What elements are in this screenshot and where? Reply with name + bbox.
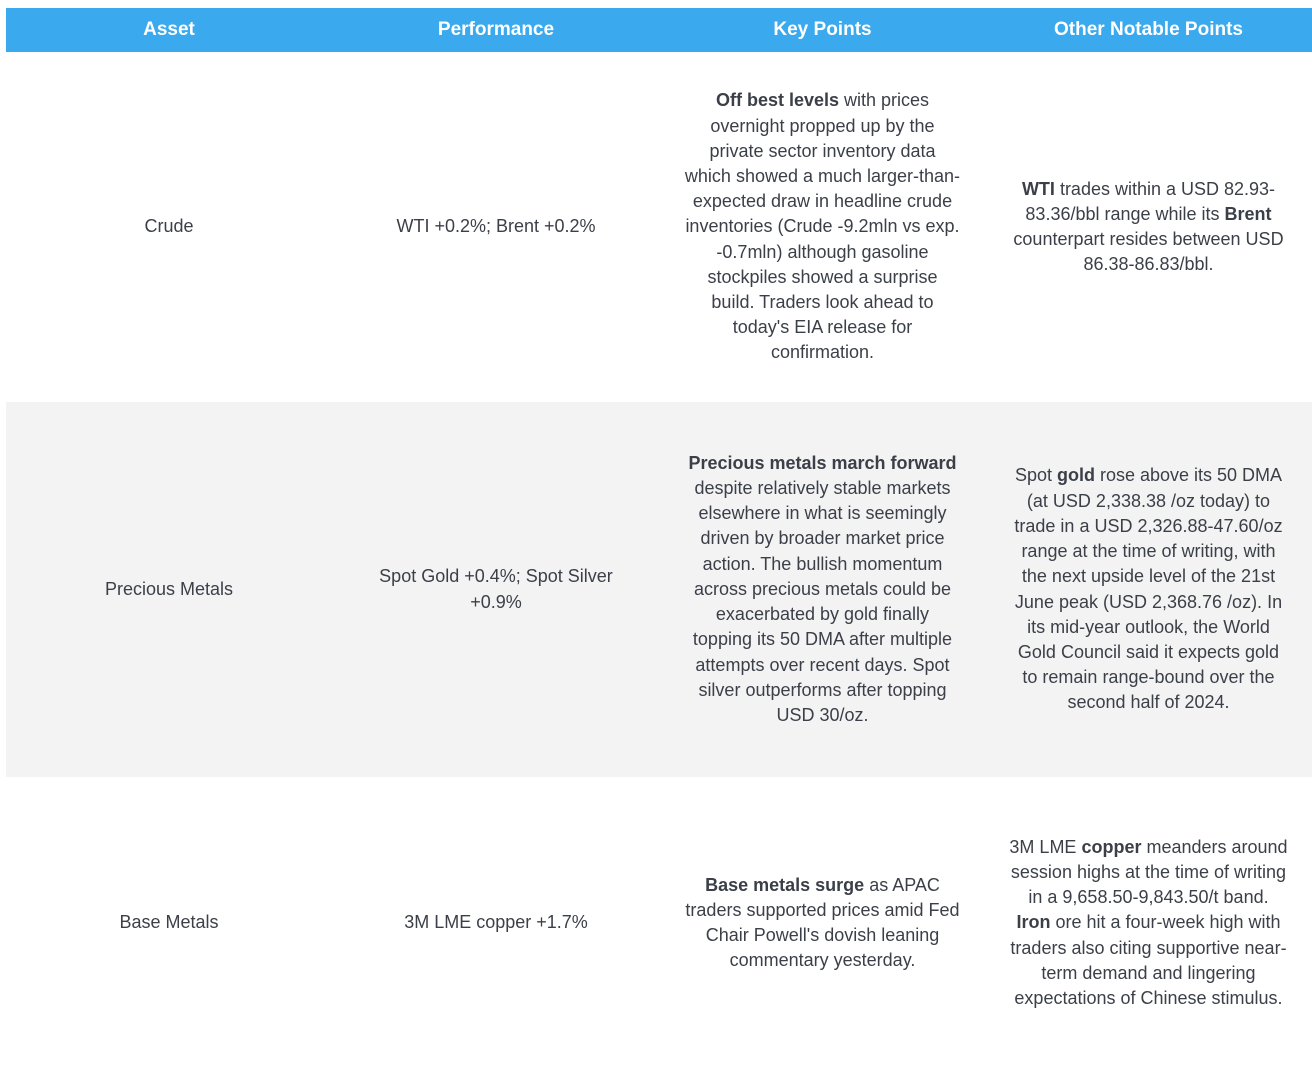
key-points-body: despite relatively stable markets elsewhere in what is seemingly driven by broader market price action. The bullish momentum across precious metals could be exacerbated by gold finally topping its 50 DMA after multiple attempts over recent days. Spot silver outperforms after topping USD 30/oz. — [692, 478, 953, 725]
other-points-highlight: copper — [1081, 836, 1142, 857]
cell-performance — [332, 52, 660, 402]
asset-label: Base Metals — [119, 912, 219, 933]
cell-performance — [332, 777, 660, 1069]
key-points-text — [684, 451, 961, 728]
key-points-text — [684, 88, 961, 365]
cell-key-points — [660, 52, 985, 402]
other-points-body: trades within a USD 82.93-83.36/bbl range while its — [1025, 178, 1276, 224]
other-points-highlight: gold — [1056, 465, 1095, 486]
key-points-body: as APAC traders supported prices amid Fed Chair Powell's dovish leaning commentary yesterday. — [685, 874, 960, 971]
table-row-crude — [6, 52, 1312, 402]
cell-asset — [6, 52, 332, 402]
cell-other-points — [985, 402, 1312, 777]
other-points-highlight: WTI — [1021, 178, 1055, 199]
header-key-points: Key Points — [773, 19, 872, 40]
asset-label: Crude — [144, 216, 194, 237]
other-points-text — [1009, 835, 1288, 1011]
cell-other-points — [985, 777, 1312, 1069]
header-performance: Performance — [437, 19, 555, 40]
key-points-text — [684, 873, 961, 974]
commodities-table — [6, 8, 1312, 1069]
key-points-highlight: Base metals surge — [705, 874, 865, 895]
other-points-body: ore hit a four-week high with traders also citing supportive near-term demand and lingering expectations of Chinese stimulus. — [1010, 912, 1287, 1008]
other-points-text — [1009, 177, 1288, 278]
key-points-body: with prices overnight propped up by the private sector inventory data which showed a much larger-than-expected draw in headline crude inventories (Crude -9.2mln vs exp. -0.7mln) although gasoline stockpiles showed a surprise build. Traders look ahead to today's EIA release for confirmation. — [684, 90, 961, 363]
performance-value: Spot Gold +0.4%; Spot Silver +0.9% — [379, 566, 613, 612]
cell-performance — [332, 402, 660, 777]
table-row-precious-metals — [6, 402, 1312, 777]
other-points-highlight: Brent — [1224, 203, 1272, 224]
asset-label: Precious Metals — [104, 578, 234, 599]
header-other-points: Other Notable Points — [1054, 19, 1243, 40]
header-asset: Asset — [143, 19, 195, 40]
cell-key-points — [660, 777, 985, 1069]
cell-key-points — [660, 402, 985, 777]
other-points-body: meanders around session highs at the time of writing in a 9,658.50-9,843.50/t band. — [1010, 836, 1288, 908]
key-points-highlight: Precious metals march forward — [688, 452, 957, 473]
cell-other-points — [985, 52, 1312, 402]
table-row-base-metals — [6, 777, 1312, 1069]
performance-value: WTI +0.2%; Brent +0.2% — [396, 216, 596, 237]
other-points-text — [1009, 463, 1288, 715]
key-points-highlight: Off best levels — [715, 90, 839, 111]
other-points-highlight: Iron — [1016, 912, 1051, 933]
cell-asset — [6, 402, 332, 777]
performance-value: 3M LME copper +1.7% — [404, 912, 588, 933]
other-points-body: Spot — [1014, 465, 1057, 486]
table-header — [6, 8, 1312, 52]
other-points-body: rose above its 50 DMA (at USD 2,338.38 /oz today) to trade in a USD 2,326.88-47.60/oz range at the time of writing, with the next upside level of the 21st June peak (USD 2,368.76 /oz). In its mid-year outlook, the World Gold Council said it expects gold to remain range-bound over the second half of 2024. — [1014, 465, 1283, 713]
other-points-body: 3M LME — [1009, 836, 1082, 857]
cell-asset — [6, 777, 332, 1069]
other-points-body: counterpart resides between USD 86.38-86.83/bbl. — [1013, 229, 1284, 275]
